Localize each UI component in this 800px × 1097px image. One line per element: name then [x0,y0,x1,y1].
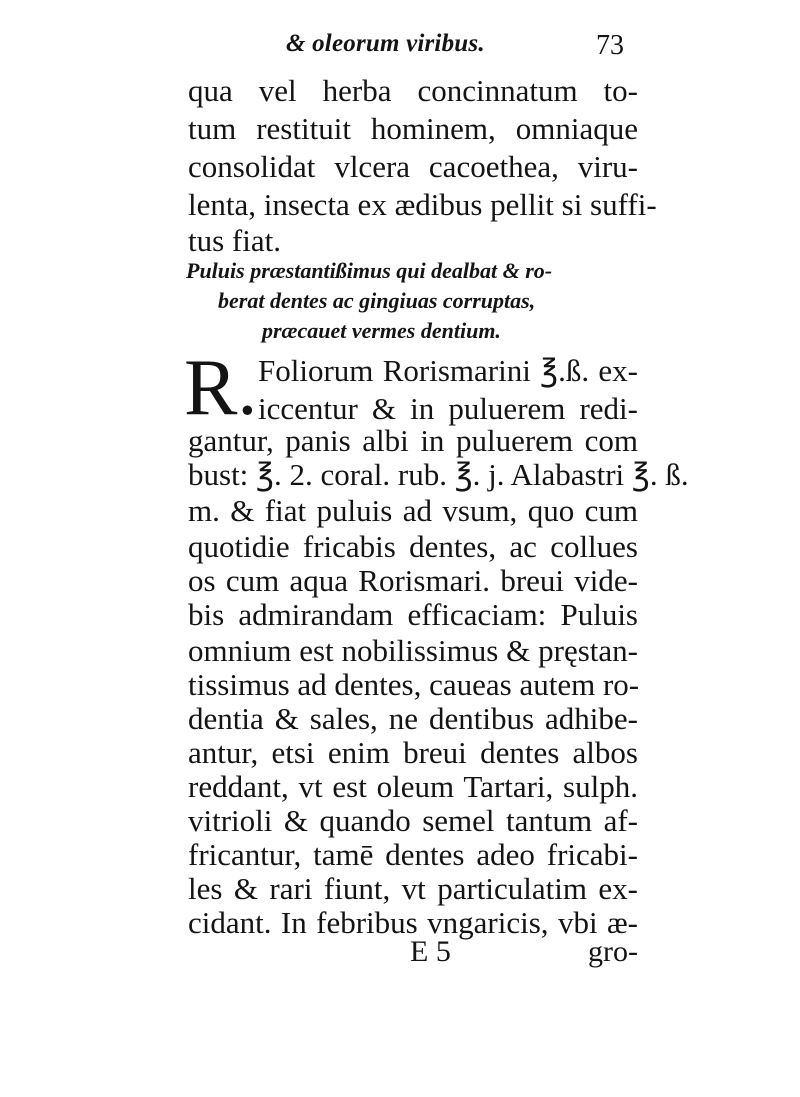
text-line: Foliorum Rorismarini ℥.ß. ex- [258,353,638,388]
text-line: reddant, vt est oleum Tartari, sulph. [188,769,638,804]
signature-mark: E 5 [410,935,451,968]
text-line: qua vel herba concinnatum to- [188,73,638,108]
running-title: & oleorum viribus. [286,30,485,57]
text-line: gantur, panis albi in puluerem com [188,423,638,458]
text-line: lenta, insecta ex ædibus pellit si suffi- [188,187,657,222]
text-line: vitrioli & quando semel tantum af- [188,803,638,838]
page-number: 73 [596,30,624,61]
text-line: bust: ℥. 2. coral. rub. ℥. j. Alabastri ℥. ß. [188,457,689,492]
text-line: dentia & sales, ne dentibus adhibe- [188,701,638,736]
text-line: consolidat vlcera cacoethea, viru- [188,149,638,184]
recipe-heading-line: præcauet vermes dentium. [262,318,501,343]
catchword: gro- [588,935,638,968]
text-line: tus fiat. [188,223,281,258]
page-footer [188,935,638,975]
recipe-heading-line: berat dentes ac gingiuas corruptas, [218,288,536,313]
text-line: quotidie fricabis dentes, ac collues [188,529,638,564]
text-line: antur, etsi enim breui dentes albos [188,735,638,770]
text-line: les & rari fiunt, vt particulatim ex- [188,871,638,906]
text-line: tissimus ad dentes, caueas autem ro- [188,667,640,702]
text-line: cidant. In febribus vngaricis, vbi æ- [188,905,638,940]
recipe-heading-line: Puluis præstantißimus qui dealbat & ro- [186,258,553,283]
text-line: iccentur & in puluerem redi- [258,391,638,426]
text-line: tum restituit hominem, omniaque [188,111,638,146]
text-line: fricantur, tamē dentes adeo fricabi- [188,837,638,872]
drop-cap: R. [184,344,258,432]
text-line: omnium est nobilissimus & pręstan- [188,633,638,668]
text-line: m. & fiat puluis ad vsum, quo cum [188,493,638,528]
text-line: bis admirandam efficaciam: Puluis [188,597,638,632]
text-line: os cum aqua Rorismari. breui vide- [188,563,638,598]
